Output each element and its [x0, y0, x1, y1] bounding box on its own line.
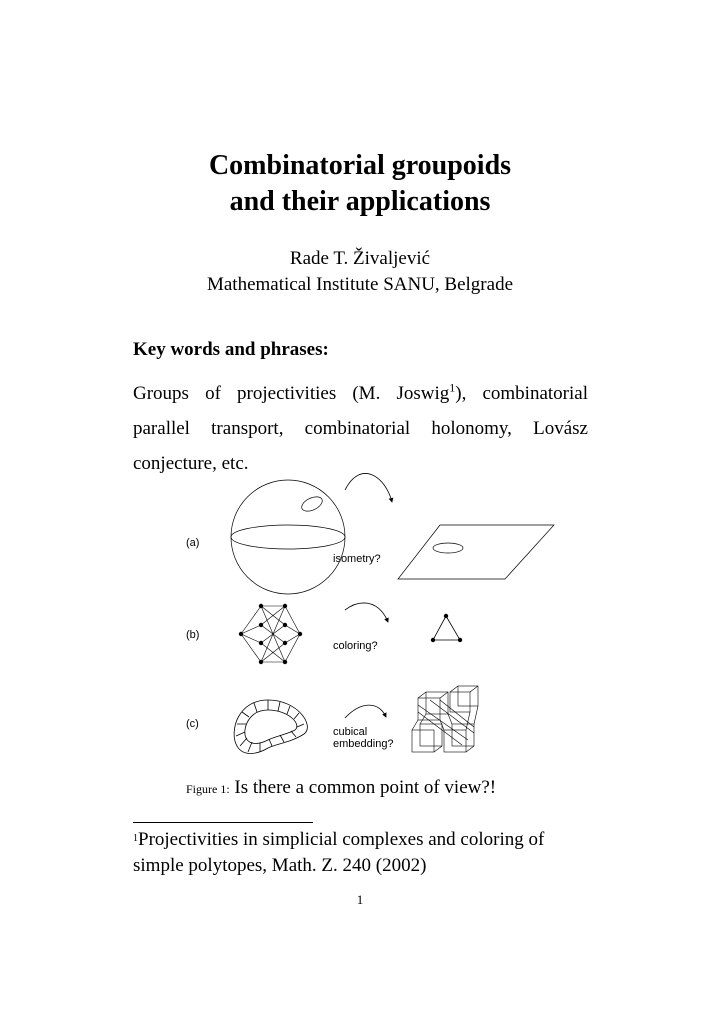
sphere-drawing [231, 480, 345, 594]
keywords-text-start: Groups of projectivities (M. Joswig [133, 383, 450, 404]
title-line-1: Combinatorial groupoids [208, 150, 512, 181]
keywords-heading: Key words and phrases: [133, 339, 329, 360]
footnote-rule [133, 822, 313, 823]
panel-c-question-line-2: embedding? [333, 738, 394, 750]
graph-vertices [239, 604, 302, 664]
graph-drawing [241, 606, 300, 662]
footnote [133, 826, 588, 879]
figure-caption-text: Is there a common point of view?! [234, 777, 497, 798]
arrow-a [345, 473, 392, 502]
figure-caption [186, 776, 496, 801]
title-line-2: and their applications [229, 186, 491, 217]
footnote-ref-mark: 1 [449, 380, 456, 395]
panel-c-question-line-1: cubical [333, 726, 368, 738]
footnote-mark: 1 [133, 833, 138, 844]
triangle-drawing [431, 614, 462, 642]
panel-a-label: (a) [186, 537, 200, 549]
keywords-text-end: ), combinatorial parallel transport, combinatorial holonomy, Lovász conjecture, etc. [133, 383, 588, 474]
author-name: Rade T. Živaljević [289, 248, 431, 269]
plane-drawing [398, 525, 554, 579]
panel-b-label: (b) [186, 629, 200, 641]
panel-c-label: (c) [186, 718, 199, 730]
figure-caption-label: Figure 1: [186, 782, 230, 796]
panel-b-question: coloring? [333, 640, 378, 652]
cubical-loop-drawing [234, 700, 307, 754]
footnote-text: Projectivities in simplicial complexes and coloring of simple polytopes, Math. Z. 240 (2002) [133, 829, 545, 876]
arrow-c [345, 705, 386, 718]
page-number: 1 [356, 892, 364, 907]
panel-a-question: isometry? [333, 553, 381, 565]
arrow-b [345, 603, 388, 622]
author-affiliation: Mathematical Institute SANU, Belgrade [206, 274, 514, 295]
cube-lattice-drawing [412, 686, 478, 752]
